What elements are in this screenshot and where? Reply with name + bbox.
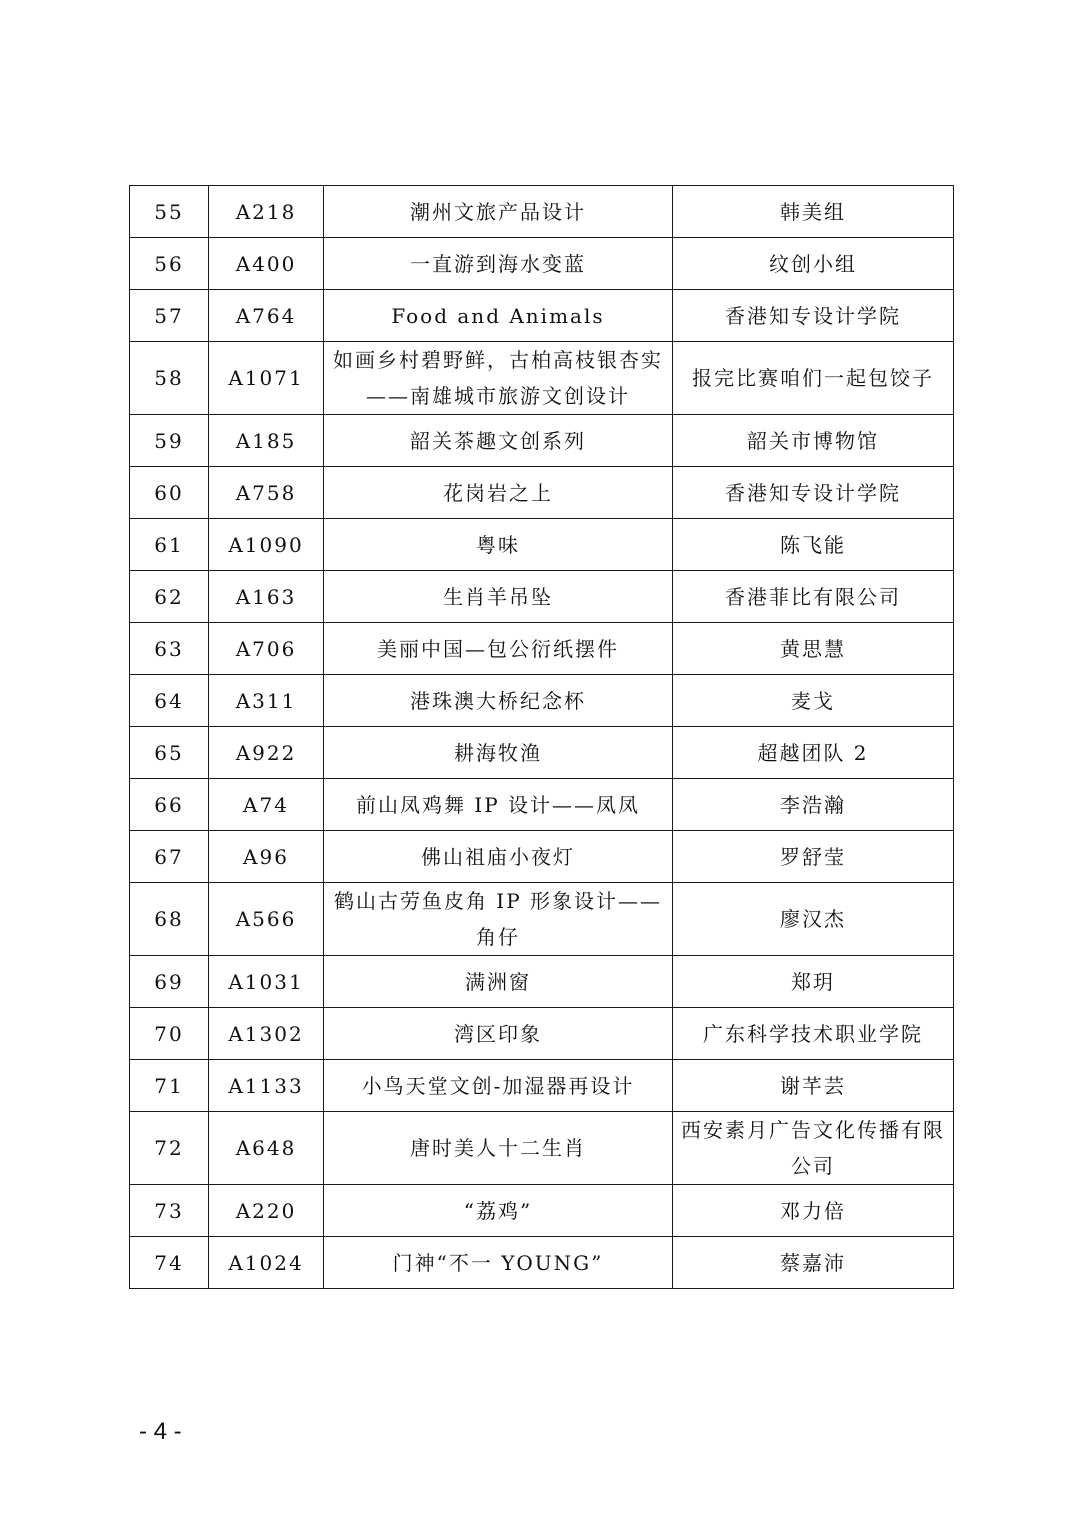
table-row <box>130 883 954 956</box>
table-row <box>130 831 954 883</box>
results-table-container <box>129 185 951 1289</box>
table-row <box>130 342 954 415</box>
entry-code: A758 <box>209 467 324 519</box>
row-number: 73 <box>130 1185 209 1237</box>
table-row <box>130 1237 954 1289</box>
entry-code: A311 <box>209 675 324 727</box>
table-row <box>130 675 954 727</box>
entry-code: A764 <box>209 290 324 342</box>
author-name: 香港菲比有限公司 <box>673 571 954 623</box>
entry-code: A96 <box>209 831 324 883</box>
author-name: 郑玥 <box>673 956 954 1008</box>
row-number: 65 <box>130 727 209 779</box>
entry-code: A218 <box>209 186 324 238</box>
author-name: 李浩瀚 <box>673 779 954 831</box>
author-name: 香港知专设计学院 <box>673 467 954 519</box>
entry-code: A566 <box>209 883 324 956</box>
author-name: 韶关市博物馆 <box>673 415 954 467</box>
author-name: 黄思慧 <box>673 623 954 675</box>
table-row <box>130 467 954 519</box>
work-title: 港珠澳大桥纪念杯 <box>324 675 673 727</box>
work-title: 美丽中国—包公衍纸摆件 <box>324 623 673 675</box>
entry-code: A922 <box>209 727 324 779</box>
work-title: 满洲窗 <box>324 956 673 1008</box>
author-name: 谢芊芸 <box>673 1060 954 1112</box>
work-title: 门神“不一 YOUNG” <box>324 1237 673 1289</box>
work-title: 如画乡村碧野鲜，古柏高枝银杏实——南雄城市旅游文创设计 <box>324 342 673 415</box>
author-name: 西安素月广告文化传播有限公司 <box>673 1112 954 1185</box>
author-name: 韩美组 <box>673 186 954 238</box>
entry-code: A185 <box>209 415 324 467</box>
author-name: 蔡嘉沛 <box>673 1237 954 1289</box>
entry-code: A1090 <box>209 519 324 571</box>
entry-code: A400 <box>209 238 324 290</box>
entry-code: A220 <box>209 1185 324 1237</box>
work-title: 湾区印象 <box>324 1008 673 1060</box>
entry-code: A74 <box>209 779 324 831</box>
author-name: 麦戈 <box>673 675 954 727</box>
author-name: 邓力倍 <box>673 1185 954 1237</box>
work-title: 前山凤鸡舞 IP 设计——凤凤 <box>324 779 673 831</box>
row-number: 66 <box>130 779 209 831</box>
row-number: 68 <box>130 883 209 956</box>
author-name: 陈飞能 <box>673 519 954 571</box>
work-title: 唐时美人十二生肖 <box>324 1112 673 1185</box>
work-title: “荔鸡” <box>324 1185 673 1237</box>
entry-code: A1071 <box>209 342 324 415</box>
entry-code: A648 <box>209 1112 324 1185</box>
work-title: 小鸟天堂文创-加湿器再设计 <box>324 1060 673 1112</box>
row-number: 60 <box>130 467 209 519</box>
table-row <box>130 1008 954 1060</box>
author-name: 廖汉杰 <box>673 883 954 956</box>
row-number: 63 <box>130 623 209 675</box>
work-title: 潮州文旅产品设计 <box>324 186 673 238</box>
row-number: 70 <box>130 1008 209 1060</box>
work-title: 韶关茶趣文创系列 <box>324 415 673 467</box>
author-name: 罗舒莹 <box>673 831 954 883</box>
row-number: 62 <box>130 571 209 623</box>
table-row <box>130 415 954 467</box>
results-table <box>129 185 954 1289</box>
author-name: 香港知专设计学院 <box>673 290 954 342</box>
work-title: Food and Animals <box>324 290 673 342</box>
row-number: 69 <box>130 956 209 1008</box>
entry-code: A1024 <box>209 1237 324 1289</box>
table-row <box>130 519 954 571</box>
table-row <box>130 1112 954 1185</box>
row-number: 56 <box>130 238 209 290</box>
entry-code: A163 <box>209 571 324 623</box>
table-row <box>130 571 954 623</box>
entry-code: A1302 <box>209 1008 324 1060</box>
entry-code: A1031 <box>209 956 324 1008</box>
table-row <box>130 1185 954 1237</box>
entry-code: A1133 <box>209 1060 324 1112</box>
row-number: 74 <box>130 1237 209 1289</box>
author-name: 纹创小组 <box>673 238 954 290</box>
work-title: 鹤山古劳鱼皮角 IP 形象设计——角仔 <box>324 883 673 956</box>
work-title: 粤味 <box>324 519 673 571</box>
author-name: 报完比赛咱们一起包饺子 <box>673 342 954 415</box>
table-row <box>130 623 954 675</box>
row-number: 67 <box>130 831 209 883</box>
row-number: 64 <box>130 675 209 727</box>
table-row <box>130 186 954 238</box>
table-row <box>130 727 954 779</box>
row-number: 61 <box>130 519 209 571</box>
table-row <box>130 238 954 290</box>
author-name: 广东科学技术职业学院 <box>673 1008 954 1060</box>
entry-code: A706 <box>209 623 324 675</box>
page-number: - 4 - <box>139 1418 182 1445</box>
work-title: 一直游到海水变蓝 <box>324 238 673 290</box>
row-number: 72 <box>130 1112 209 1185</box>
row-number: 57 <box>130 290 209 342</box>
table-row <box>130 290 954 342</box>
table-row <box>130 1060 954 1112</box>
author-name: 超越团队 2 <box>673 727 954 779</box>
table-row <box>130 779 954 831</box>
work-title: 佛山祖庙小夜灯 <box>324 831 673 883</box>
row-number: 59 <box>130 415 209 467</box>
work-title: 生肖羊吊坠 <box>324 571 673 623</box>
work-title: 花岗岩之上 <box>324 467 673 519</box>
table-row <box>130 956 954 1008</box>
row-number: 55 <box>130 186 209 238</box>
row-number: 58 <box>130 342 209 415</box>
work-title: 耕海牧渔 <box>324 727 673 779</box>
row-number: 71 <box>130 1060 209 1112</box>
